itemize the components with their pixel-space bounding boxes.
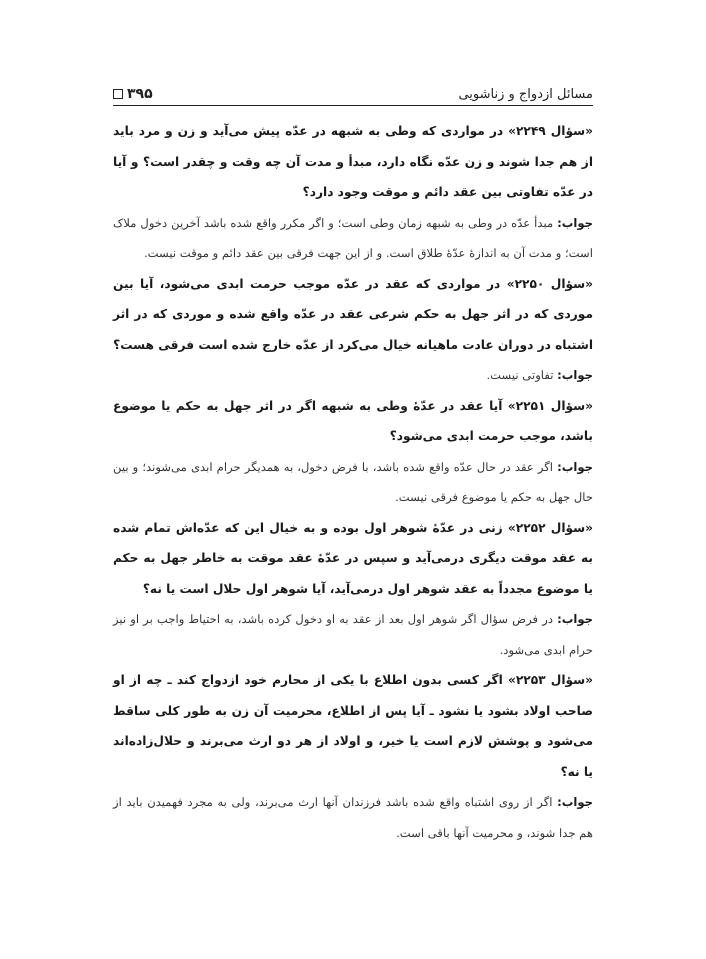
- question-2249: [113, 116, 593, 208]
- question-2253: [113, 665, 593, 787]
- question-2251: [113, 391, 593, 452]
- answer-label: جواب:: [557, 215, 593, 230]
- answer-text: اگر عقد در حال عدّه واقع شده باشد، با فرض دخول، به همدیگر حرام ابدی می‌شوند؛ و بین حال جهل به حکم یا موضوع فرقی نیست.: [113, 459, 593, 504]
- answer-2252: [113, 604, 593, 665]
- question-label: «سؤال ۲۲۵۲»: [507, 520, 593, 535]
- question-text: در مواردی که وطی به شبهه در عدّه پیش می‌آید و زن و مرد باید از هم جدا شوند و زن عدّه نگاه دارد، مبدأ و مدت آن چه وقت و چقدر است؟ و آیا در عدّه تفاوتی بین عقد دائم و موقت وجود دارد؟: [113, 124, 593, 199]
- question-2252: [113, 513, 593, 605]
- answer-text: در فرض سؤال اگر شوهر اول بعد از عقد به او دخول کرده باشد، به احتیاط واجب بر او نیز حرام ابدی می‌شود.: [113, 612, 593, 657]
- answer-label: جواب:: [557, 459, 593, 474]
- answer-text: مبدأ عدّه در وطی به شبهه زمان وطی است؛ و اگر مکرر واقع شده باشد آخرین دخول ملاک است؛ و مدت آن به اندازهٔ عدّهٔ طلاق است. و از این جهت فرقی بین عقد دائم و موقت نیست.: [113, 215, 593, 260]
- question-label: «سؤال ۲۲۵۱»: [507, 398, 593, 413]
- square-ornament-icon: [113, 89, 123, 99]
- answer-2249: [113, 208, 593, 269]
- header-rule: [113, 105, 593, 106]
- question-label: «سؤال ۲۲۵۰»: [506, 276, 594, 291]
- question-text: اگر کسی بدون اطلاع با یکی از محارم خود ازدواج کند ـ چه از او صاحب اولاد بشود یا نشود ـ آیا پس از اطلاع، محرمیت آن زن به طور کلی ساقط می‌شود و پوشش لازم است یا خیر، و اولاد از هر دو ارث می‌برند و حلال‌زاده‌اند یا نه؟: [113, 673, 593, 779]
- page-header: [113, 78, 593, 102]
- answer-text: تفاوتی نیست.: [486, 368, 554, 382]
- answer-2251: [113, 452, 593, 513]
- question-text: آیا عقد در عدّهٔ وطی به شبهه اگر در اثر جهل به حکم یا موضوع باشد، موجب حرمت ابدی می‌شود؟: [113, 398, 593, 443]
- answer-label: جواب:: [557, 612, 593, 626]
- question-label: «سؤال ۲۲۴۹»: [508, 124, 593, 138]
- answer-label: جواب:: [557, 795, 593, 809]
- question-text: زنی در عدّهٔ شوهر اول بوده و به خیال این که عدّه‌اش تمام شده به عقد موقت دیگری درمی‌آید و سپس در عدّهٔ عقد موقت به خاطر جهل به حکم یا موضوع مجدداً به عقد شوهر اول درمی‌آید، آیا شوهر اول حلال است یا نه؟: [113, 520, 593, 596]
- answer-2250: [113, 360, 593, 391]
- page-body: [113, 116, 593, 848]
- running-title: مسائل ازدواج و زناشویی: [458, 87, 593, 102]
- answer-2253: [113, 787, 593, 848]
- answer-text: اگر از روی اشتباه واقع شده باشد فرزندان آنها ارث می‌برند، ولی به مجرد فهمیدن باید از هم جدا شوند، و محرمیت آنها باقی است.: [113, 795, 593, 840]
- answer-label: جواب:: [557, 368, 593, 382]
- page-number-value: ۳۹۵: [127, 86, 153, 102]
- question-label: «سؤال ۲۲۵۳»: [507, 673, 593, 687]
- question-text: در مواردی که عقد در عدّه موجب حرمت ابدی می‌شود، آیا بین موردی که در اثر جهل به حکم شرعی عقد در عدّه واقع شده و موردی که در اثر اشتباه در دوران عادت ماهیانه خیال می‌کرد از عدّه خارج شده است فرقی هست؟: [113, 276, 593, 352]
- page-number: [113, 86, 153, 102]
- question-2250: [113, 269, 593, 361]
